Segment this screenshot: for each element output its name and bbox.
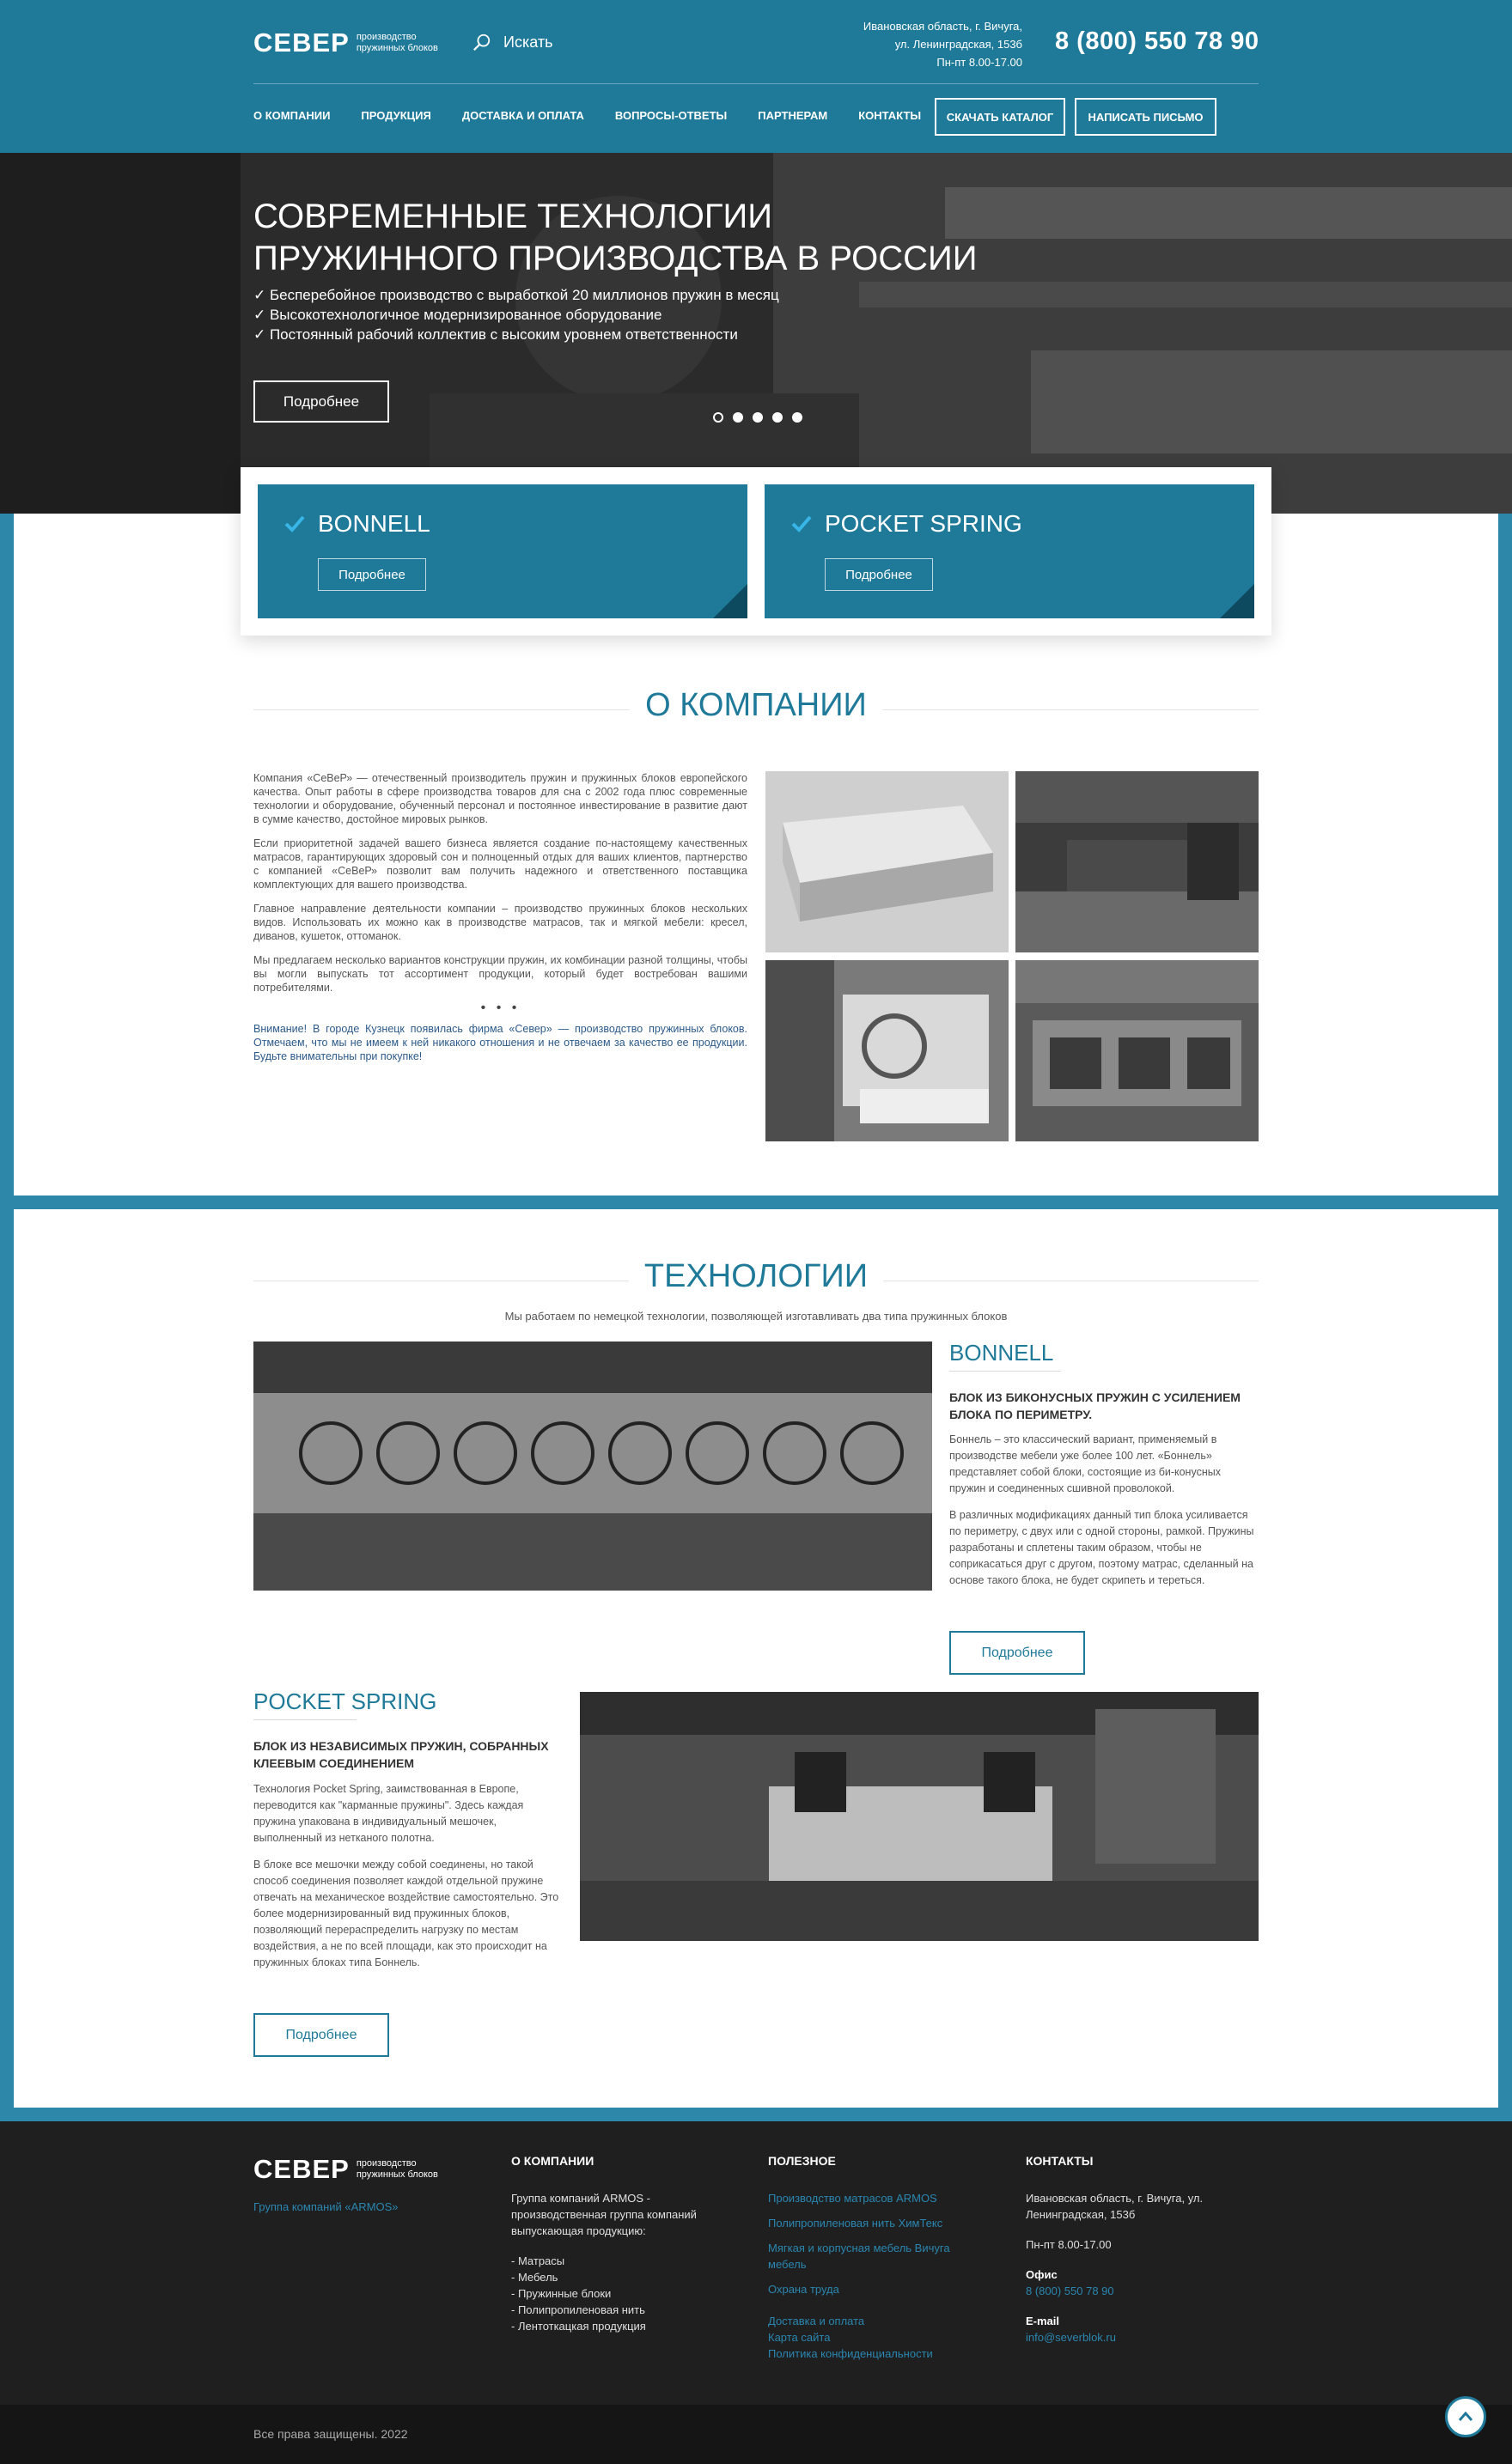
download-catalog-button[interactable]: СКАЧАТЬ КАТАЛОГ [935, 98, 1065, 136]
card-corner-fold [713, 584, 747, 618]
nav-item-delivery[interactable]: ДОСТАВКА И ОПЛАТА [461, 109, 584, 122]
check-icon [790, 513, 813, 535]
footer-product-item: - Лентоткацкая продукция [511, 2320, 646, 2333]
pocket-description [253, 1781, 563, 1981]
footer-office-phone[interactable]: 8 (800) 550 78 90 [1026, 2285, 1114, 2297]
card-title [284, 510, 430, 538]
footer-about-text: Группа компаний ARMOS - производственная группа компаний выпускающая продукцию: [511, 2192, 697, 2237]
footer-link[interactable]: Мягкая и корпусная мебель Вичуга мебель [768, 2242, 950, 2271]
footer-product-item: - Матрасы [511, 2254, 565, 2267]
pocket-paragraph: Технология Pocket Spring, заимствованная в Европе, переводится как "карманные пружины". Здесь каждая пружина упакована в индивидуальный мешочек, выполненный из нетканого полотна. [253, 1783, 524, 1844]
site-header [0, 0, 1512, 153]
bonnell-title: BONNELL [949, 1340, 1054, 1366]
footer-link[interactable]: Охрана труда [768, 2283, 839, 2296]
nav-item-about[interactable]: О КОМПАНИИ [253, 109, 331, 122]
about-title-text: О КОМПАНИИ [630, 687, 882, 723]
bonnell-more-button[interactable]: Подробнее [949, 1631, 1085, 1675]
footer-link[interactable]: Полипропиленовая нить ХимТекс [768, 2217, 943, 2230]
logo-subtitle: производство пружинных блоков [356, 32, 438, 53]
footer-about-column [511, 2154, 717, 2334]
footer-product-item: - Полипропиленовая нить [511, 2303, 645, 2316]
photo-bonnell-machine[interactable] [253, 1342, 932, 1591]
hero-bullet: ✓ Высокотехнологичное модернизированное оборудование [253, 307, 662, 323]
card-title [790, 510, 1022, 538]
footer-office-label: Офис [1026, 2268, 1058, 2281]
slider-dot[interactable] [713, 412, 723, 423]
chevron-up-icon [1455, 2406, 1476, 2427]
footer-link[interactable]: Политика конфиденциальности [768, 2347, 933, 2360]
slider-dot[interactable] [733, 412, 743, 423]
pocket-title: POCKET SPRING [253, 1688, 437, 1714]
footer-logo-subtitle: производство пружинных блоков [356, 2158, 438, 2180]
nav-item-faq[interactable]: ВОПРОСЫ-ОТВЕТЫ [614, 109, 728, 122]
about-text [253, 771, 747, 1074]
footer-link[interactable]: Производство матрасов ARMOS [768, 2192, 937, 2205]
footer-logo-text: СЕВЕР [253, 2154, 350, 2184]
slider-dots [713, 412, 812, 423]
bonnell-subtitle: БЛОК ИЗ БИКОНУСНЫХ ПРУЖИН С УСИЛЕНИЕМ БЛОКА ПО ПЕРИМЕТРУ. [949, 1390, 1241, 1421]
search-label: Искать [503, 33, 553, 51]
about-paragraph: Если приоритетной задачей вашего бизнеса является создание по-настоящему качественных матрасов, гарантирующих здоровый сон и полноценный отдых для ваших клиентов, партнерство с компанией «СеВеР» позволит вам получить надежного и ответственного поставщика комплектующих для вашего производства. [253, 837, 747, 891]
search-icon [472, 33, 491, 52]
footer-link[interactable]: Карта сайта [768, 2331, 831, 2344]
header-divider [253, 83, 1259, 84]
nav-item-partners[interactable]: ПАРТНЕРАМ [758, 109, 828, 122]
about-dots-separator: • • • [480, 1001, 521, 1015]
pocket-more-button[interactable]: Подробнее [253, 2013, 389, 2057]
address-line2: ул. Ленинградская, 153б [894, 38, 1022, 51]
hero-title [253, 196, 978, 280]
main-nav [253, 109, 952, 122]
card-pocket-spring[interactable] [765, 484, 1254, 618]
slider-dot[interactable] [772, 412, 783, 423]
photo-spring-machine[interactable] [765, 960, 1009, 1141]
card-more-button[interactable]: Подробнее [318, 558, 426, 591]
footer-about-heading: О КОМПАНИИ [511, 2154, 594, 2168]
pocket-paragraph: В блоке все мешочки между собой соединены, но такой способ соединения позволяет каждой отдельной пружине отвечать на механическое воздействие самостоятельно. Это более модернизированный вид пружинных блоков, позволяющий перераспределить нагрузку по местам воздействия, а не по всей площади, как это происходит на пружинных блоках типа Боннель. [253, 1859, 559, 1968]
check-icon [284, 513, 306, 535]
pocket-subtitle: БЛОК ИЗ НЕЗАВИСИМЫХ ПРУЖИН, СОБРАННЫХ КЛЕЕВЫМ СОЕДИНЕНИЕМ [253, 1739, 549, 1770]
footer-address: Ивановская область, г. Вичуга, ул. Ленинградская, 153б [1026, 2192, 1204, 2221]
work-hours: Пн-пт 8.00-17.00 [936, 56, 1022, 69]
logo-text: СЕВЕР [253, 27, 350, 58]
card-corner-fold [1220, 584, 1254, 618]
pocket-title-line [253, 1719, 357, 1720]
about-paragraph: Главное направление деятельности компании – производство пружинных блоков нескольких видов. Использовать их можно как в производстве матрасов, так и мягкой мебели: кресел, диванов, кушеток, оттоманок. [253, 903, 747, 942]
tech-title-text: ТЕХНОЛОГИИ [629, 1258, 883, 1294]
photo-factory-hall[interactable] [1015, 771, 1259, 952]
bonnell-title-line [949, 1371, 1061, 1372]
site-footer [0, 2121, 1512, 2405]
write-letter-button[interactable]: НАПИСАТЬ ПИСЬМО [1075, 98, 1216, 136]
photo-pocket-machine[interactable] [580, 1692, 1259, 1941]
footer-link[interactable]: Доставка и оплата [768, 2315, 865, 2327]
search-button[interactable] [472, 33, 552, 52]
footer-useful-column [768, 2154, 974, 2362]
footer-useful-heading: ПОЛЕЗНОЕ [768, 2154, 836, 2168]
card-bonnell[interactable] [258, 484, 747, 618]
card-more-button[interactable]: Подробнее [825, 558, 933, 591]
card-title-text: BONNELL [318, 510, 430, 537]
footer-group-link[interactable]: Группа компаний «ARMOS» [253, 2200, 399, 2213]
footer-contacts-heading: КОНТАКТЫ [1026, 2154, 1094, 2168]
bonnell-description [949, 1432, 1259, 1599]
bonnell-paragraph: Боннель – это классический вариант, применяемый в производстве мебели уже более 100 лет. «Боннель» представляет собой блоки, состоящие из би-конусных пружин и соединенных сшивной проволокой. [949, 1433, 1221, 1494]
card-title-text: POCKET SPRING [825, 510, 1022, 537]
scroll-to-top-button[interactable] [1445, 2396, 1486, 2437]
copyright: Все права защищены. 2022 [253, 2427, 408, 2441]
tech-title [253, 1258, 1259, 1295]
footer-product-item: - Пружинные блоки [511, 2287, 612, 2300]
about-paragraph: Компания «СеВеР» — отечественный производитель пружин и пружинных блоков европейского качества. Опыт работы в сфере производства товаров для сна с 2002 года плюс современные технологии и оборудование, обученный персонал и постоянное инвестирование в развитие дают в сумме качество, достойное мировых рынков. [253, 772, 747, 825]
about-warning: Внимание! В городе Кузнецк появилась фирма «Север» — производство пружинных блоков. Отмечаем, что мы не имеем к ней никакого отношения и не отвечаем за качество ее продукции. Будьте внимательны при покупке! [253, 1023, 747, 1062]
header-address [808, 17, 1022, 71]
nav-item-products[interactable]: ПРОДУКЦИЯ [361, 109, 431, 122]
tech-subtitle: Мы работаем по немецкой технологии, позволяющей изготавливать два типа пружинных блоков [504, 1310, 1008, 1323]
slider-dot[interactable] [753, 412, 763, 423]
photo-spring-block[interactable] [765, 771, 1009, 952]
slider-dot[interactable] [792, 412, 802, 423]
hero-bullet: ✓ Бесперебойное производство с выработкой 20 миллионов пружин в месяц [253, 287, 779, 303]
hero-title-line2: ПРУЖИННОГО ПРОИЗВОДСТВА В РОССИИ [253, 240, 978, 277]
footer-contacts-column [1026, 2154, 1249, 2345]
footer-bottom-bar [0, 2405, 1512, 2464]
hero-bullet: ✓ Постоянный рабочий коллектив с высоким уровнем ответственности [253, 326, 738, 343]
footer-email-label: E-mail [1026, 2315, 1060, 2327]
product-cards [241, 467, 1271, 636]
nav-item-contacts[interactable]: КОНТАКТЫ [858, 109, 922, 122]
about-paragraph: Мы предлагаем несколько вариантов конструкции пружин, их комбинации разной толщины, чтобы вы могли выпускать тот ассортимент продукции, который будет востребован вашими потребителями. [253, 954, 747, 994]
hero-title-line1: СОВРЕМЕННЫЕ ТЕХНОЛОГИИ [253, 198, 773, 235]
hero-bullets [253, 285, 779, 344]
address-line1: Ивановская область, г. Вичуга, [863, 20, 1022, 33]
footer-logo[interactable] [253, 2154, 460, 2185]
footer-product-item: - Мебель [511, 2271, 558, 2284]
footer-email[interactable]: info@severblok.ru [1026, 2331, 1116, 2344]
bonnell-paragraph: В различных модификациях данный тип блока усиливается по периметру, с двух или с одной стороны, рамкой. Пружины разработаны и сплетены таким образом, чтобы не соприкасаться друг с другом, поэтому матрас, сделанный на основе такого блока, не будет скрипеть и тереться. [949, 1509, 1254, 1586]
hero-slider [0, 153, 1512, 514]
header-phone[interactable]: 8 (800) 550 78 90 [1055, 27, 1259, 55]
photo-production-line[interactable] [1015, 960, 1259, 1141]
hero-more-button[interactable]: Подробнее [253, 380, 389, 423]
footer-hours: Пн-пт 8.00-17.00 [1026, 2238, 1112, 2251]
logo[interactable] [253, 27, 460, 58]
about-title [253, 687, 1259, 724]
